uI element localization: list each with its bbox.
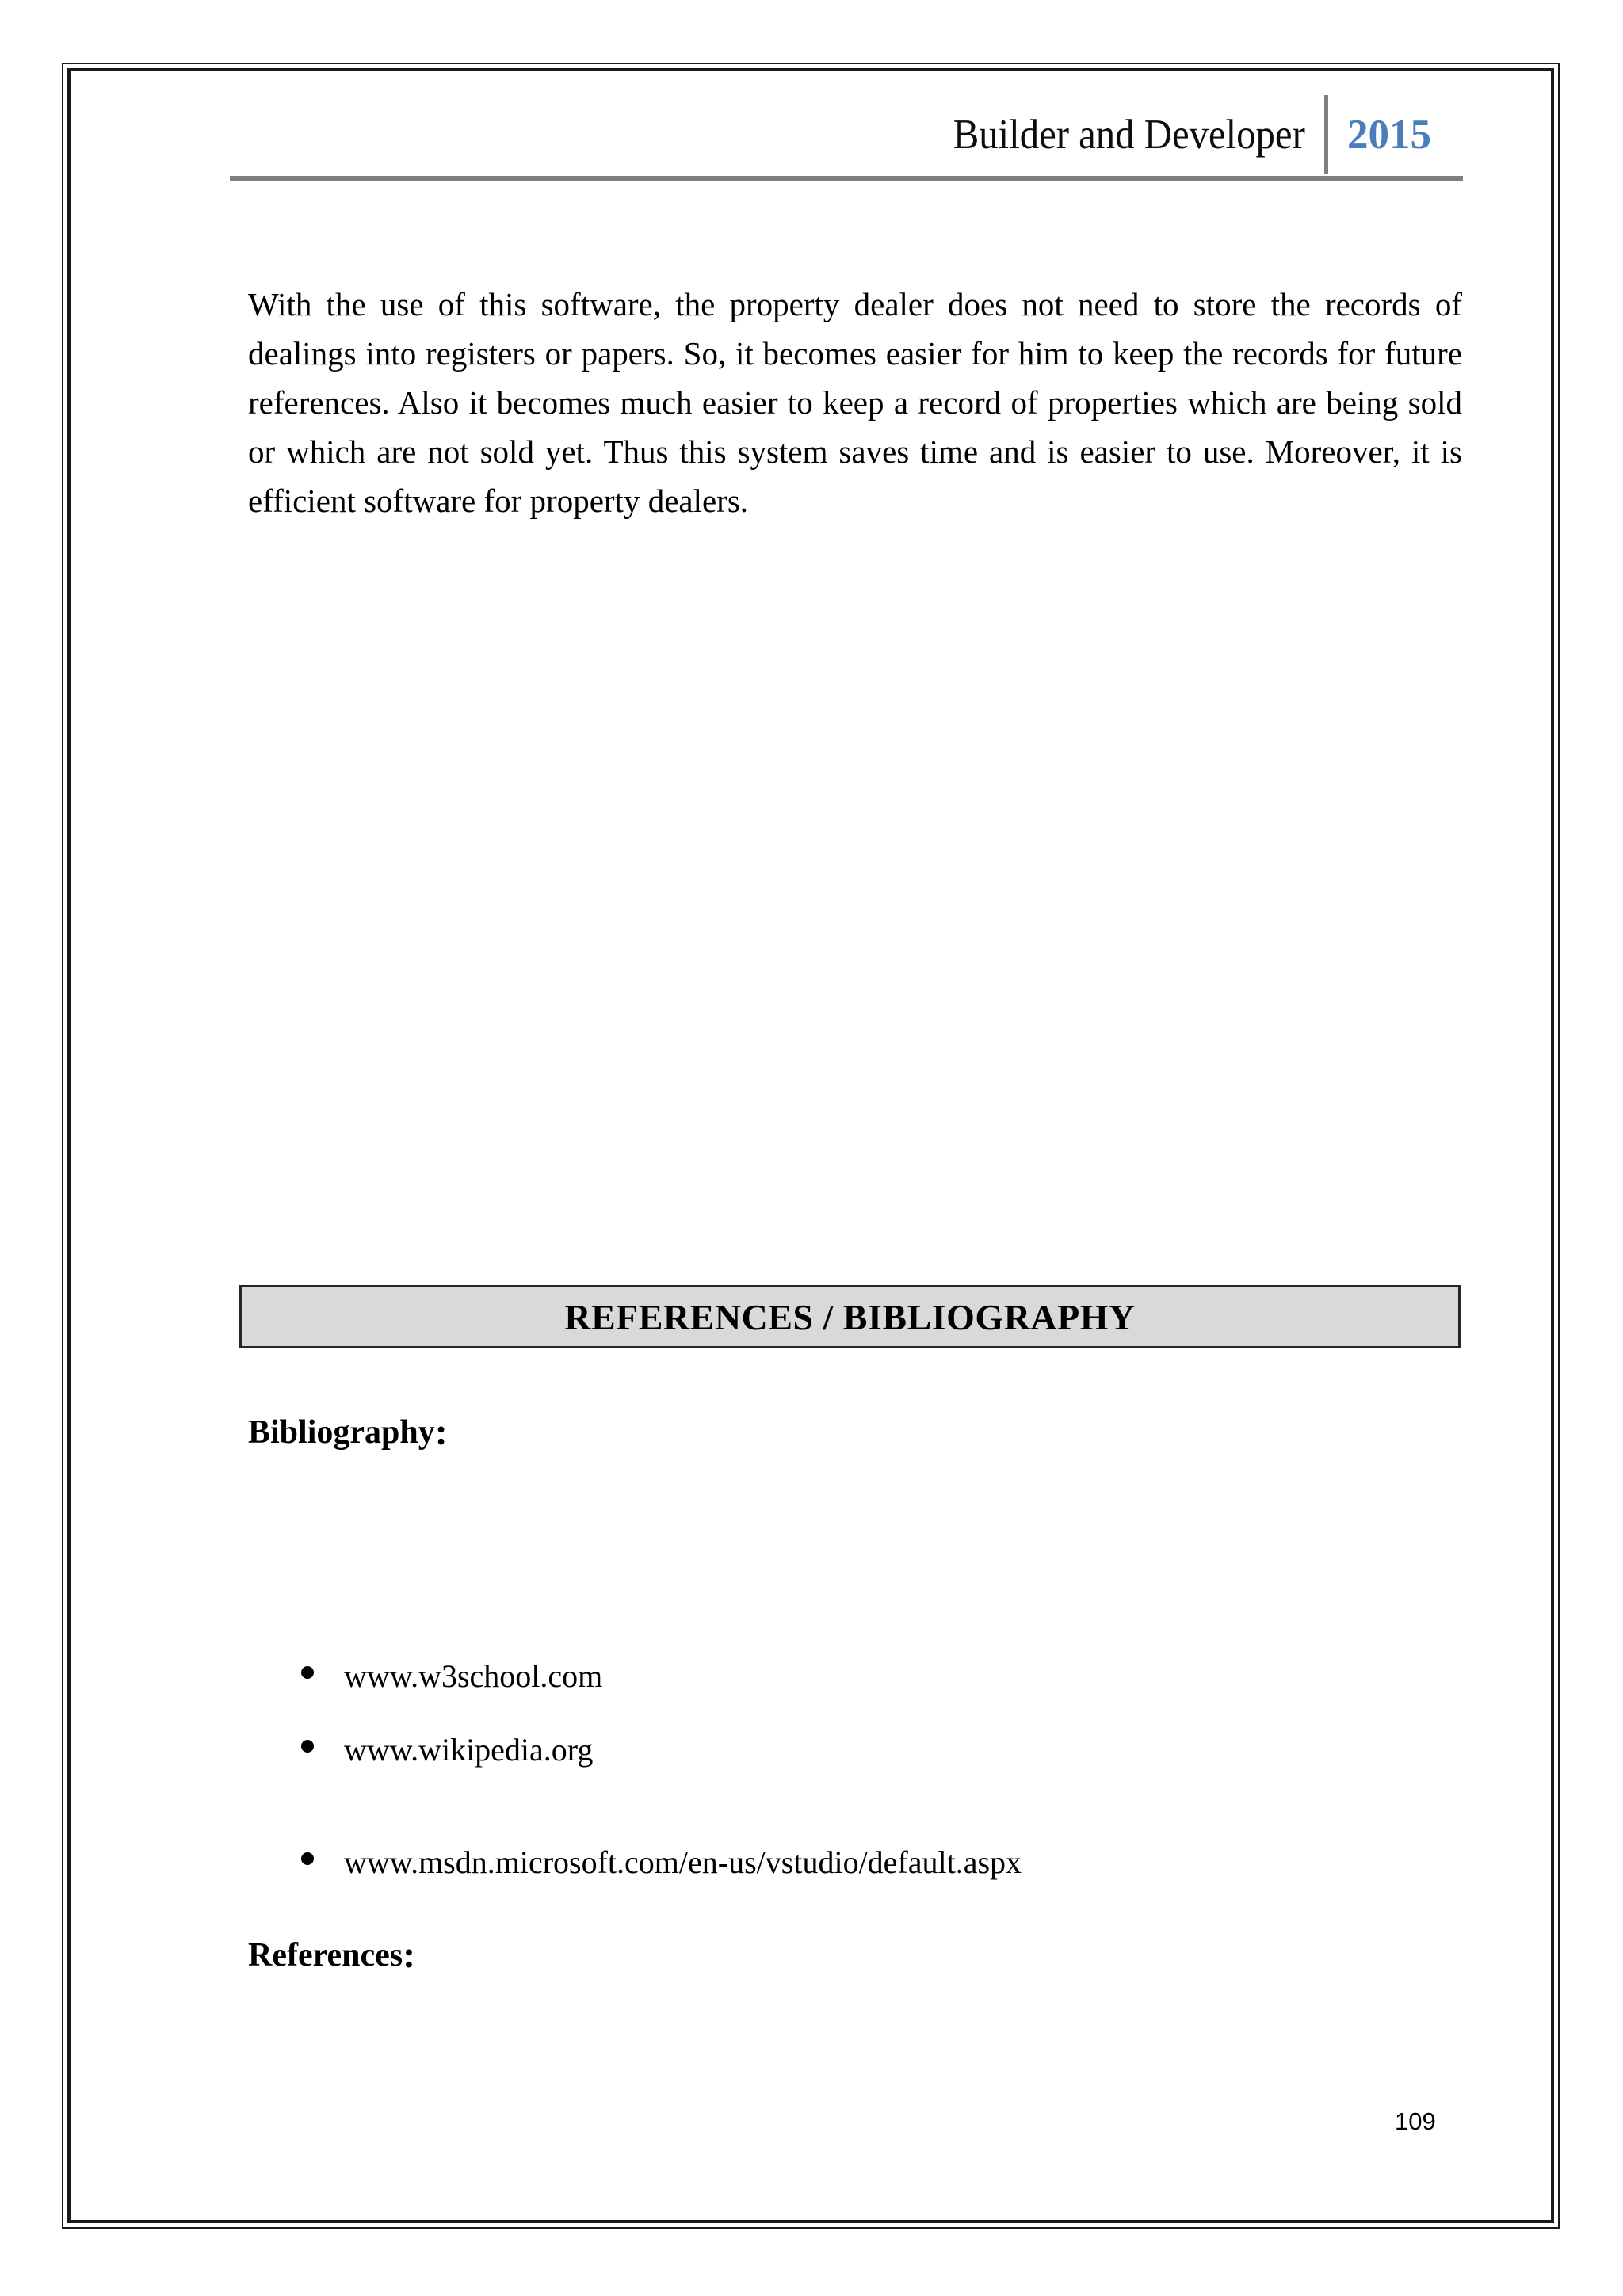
list-item-url: www.w3school.com bbox=[344, 1658, 603, 1694]
bibliography-heading bbox=[248, 1410, 448, 1454]
page-number: 109 bbox=[1395, 2107, 1436, 2135]
references-heading-colon: : bbox=[403, 1934, 416, 1976]
section-heading-box bbox=[239, 1285, 1461, 1348]
list-item bbox=[301, 1656, 602, 1697]
list-item bbox=[301, 1730, 593, 1771]
bullet-icon bbox=[301, 1740, 314, 1753]
list-item bbox=[301, 1842, 1022, 1883]
header-year: 2015 bbox=[1347, 111, 1431, 158]
header-rule bbox=[230, 176, 1463, 181]
bullet-icon bbox=[301, 1666, 314, 1679]
references-heading-label: References bbox=[248, 1937, 403, 1974]
list-item-url: www.msdn.microsoft.com/en-us/vstudio/default.aspx bbox=[344, 1844, 1022, 1880]
header-title: Builder and Developer bbox=[953, 111, 1306, 158]
section-heading-text: REFERENCES / BIBLIOGRAPHY bbox=[564, 1296, 1136, 1337]
list-item-url: www.wikipedia.org bbox=[344, 1732, 594, 1768]
bibliography-heading-label: Bibliography bbox=[248, 1414, 435, 1451]
bibliography-heading-colon: : bbox=[434, 1411, 448, 1453]
header-row bbox=[230, 93, 1463, 176]
bullet-icon bbox=[301, 1852, 314, 1865]
page-header bbox=[230, 93, 1463, 187]
body-paragraph: With the use of this software, the property dealer does not need to store the records of dealings into registers or papers. So, it becomes easier for him to keep the records for future references. Also it becomes much easier to keep a record of properties which are being sold or which are not sold yet. Thus this system saves time and is easier to use. Moreover, it is efficient software for property dealers. bbox=[248, 286, 1462, 519]
references-heading bbox=[248, 1933, 415, 1977]
